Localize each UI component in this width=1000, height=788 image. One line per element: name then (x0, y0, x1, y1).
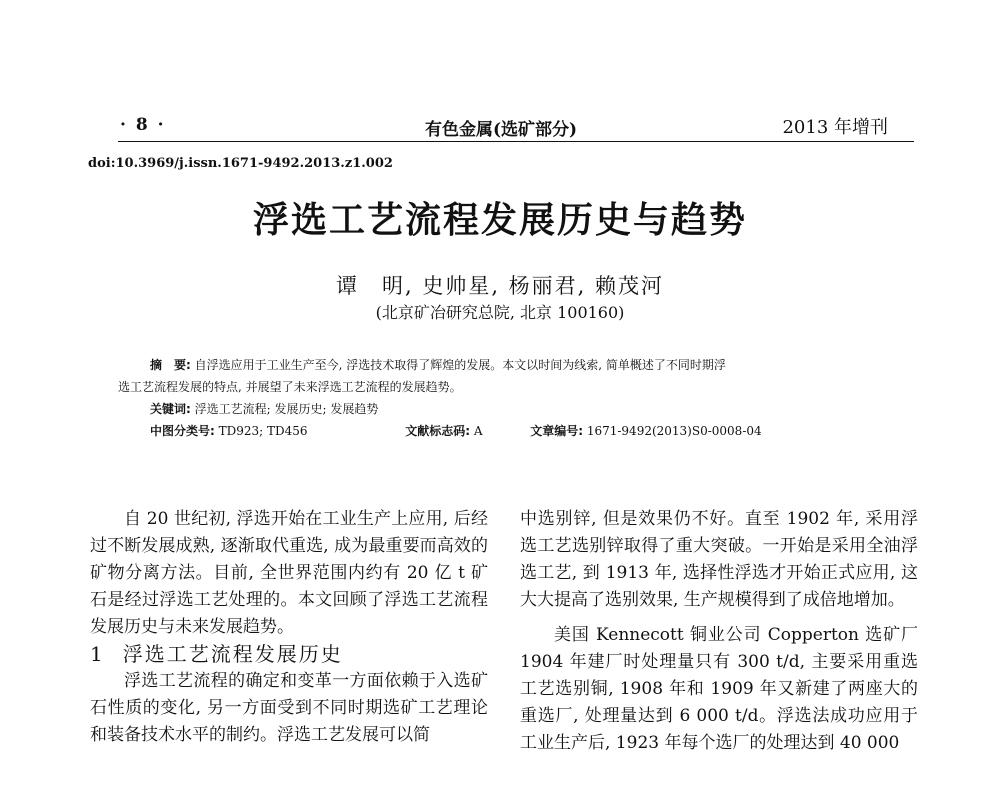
doi: doi:10.3969/j.issn.1671-9492.2013.z1.002 (88, 156, 393, 171)
classification-row (150, 420, 880, 442)
article-no-label: 文章编号: (530, 424, 583, 438)
authors: 谭 明, 史帅星, 杨丽君, 赖茂河 (335, 274, 665, 298)
abstract-line-2 (118, 376, 880, 398)
page-header (60, 109, 918, 141)
page-number: · 8 · (120, 115, 166, 135)
abstract-label: 摘 要: (150, 358, 191, 372)
intro-paragraph: 自 20 世纪初, 浮选开始在工业生产上应用, 后经过不断发展成熟, 逐渐取代重选, 成为最重要而高效的矿物分离方法。目前, 全世界范围内约有 20 亿 t 矿石是经过浮选工艺处理的。本文回顾了浮选工艺流程发展历史与未来发展趋势。 (90, 509, 488, 637)
paper-title: 浮选工艺流程发展历史与趋势 (252, 199, 747, 241)
issue-label: 2013 年增刊 (782, 117, 888, 138)
section-1-number: 1 (90, 642, 105, 666)
clc-label: 中图分类号: (150, 424, 215, 438)
affiliation: (北京矿冶研究总院, 北京 100160) (375, 303, 625, 322)
abstract-text-1: 自浮选应用于工业生产至今, 浮选技术取得了辉煌的发展。本文以时间为线索, 简单概述了不同时期浮 (194, 358, 726, 372)
keywords: 浮选工艺流程; 发展历史; 发展趋势 (194, 402, 379, 416)
doc-code-value: A (473, 424, 483, 438)
section-1-paragraph: 浮选工艺流程的确定和变革一方面依赖于入选矿石性质的变化, 另一方面受到不同时期选矿工艺理论和装备技术水平的制约。浮选工艺发展可以简 (90, 671, 488, 745)
abstract-line-1 (150, 354, 880, 376)
doc-code-label: 文献标志码: (405, 424, 471, 438)
keywords-label: 关键词: (150, 402, 191, 416)
journal-name: 有色金属(选矿部分) (425, 120, 578, 140)
article-no-value: 1671-9492(2013)S0-0008-04 (586, 424, 762, 438)
left-column (90, 506, 488, 749)
section-1-heading (90, 641, 488, 668)
header-rule (118, 141, 914, 142)
right-paragraph-2: 美国 Kennecott 铜业公司 Copperton 选矿厂 1904 年建厂时处理量只有 300 t/d, 主要采用重选工艺选别铜, 1908 年和 1909 年又新建了两座大的重选厂, 处理量达到 6 000 t/d。浮选法成功应用于工业生产后, 1923 年每个选厂的处理达到 40 000 (520, 625, 918, 753)
section-1-title: 浮选工艺流程发展历史 (122, 642, 343, 666)
clc-value: TD923; TD456 (218, 424, 308, 438)
right-column (520, 506, 918, 757)
abstract-text-2: 选工艺流程发展的特点, 并展望了未来浮选工艺流程的发展趋势。 (118, 380, 462, 394)
right-paragraph-1: 中选别锌, 但是效果仍不好。直至 1902 年, 采用浮选工艺选别锌取得了重大突破。一开始是采用全油浮选工艺, 到 1913 年, 选择性浮选才开始正式应用, 这大大提高了选别效果, 生产规模得到了成倍地增加。 (520, 509, 918, 610)
keywords-row (150, 398, 880, 420)
abstract-block (118, 354, 880, 442)
